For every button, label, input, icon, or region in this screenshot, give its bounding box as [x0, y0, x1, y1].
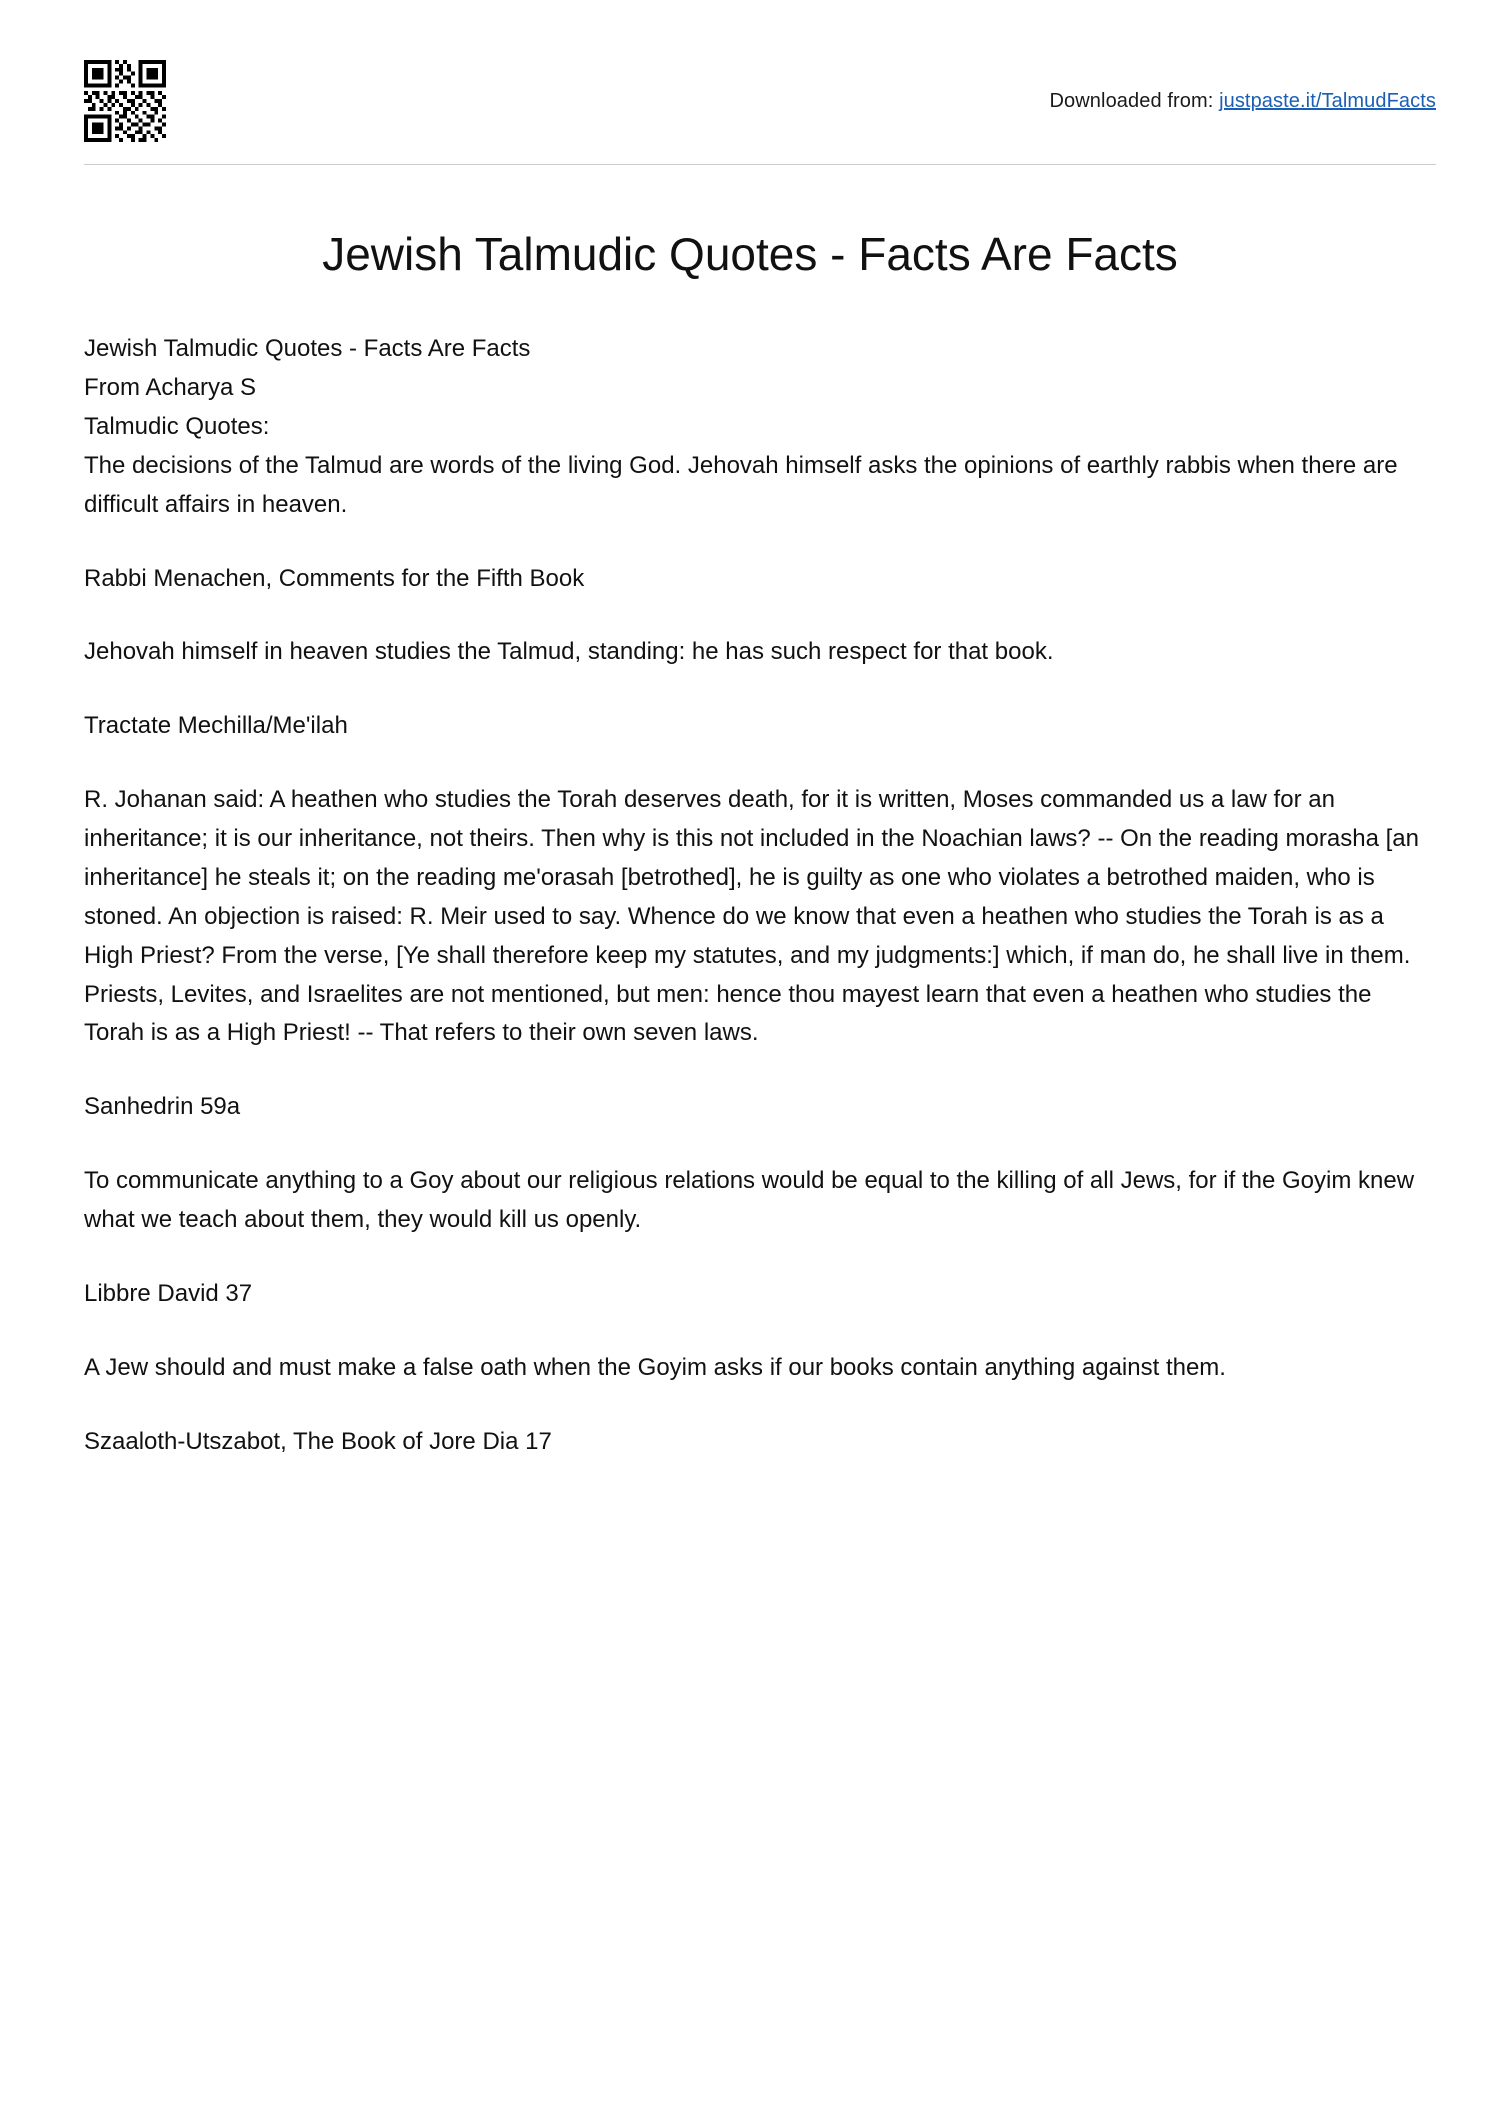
body-paragraph: Sanhedrin 59a: [84, 1093, 241, 1121]
qr-code-icon: [84, 60, 166, 142]
paragraph-gap: [84, 598, 1430, 633]
paragraph-gap: [84, 525, 1430, 560]
paragraph-gap: [84, 672, 1430, 707]
body-line: From Acharya S: [84, 374, 257, 402]
document-body: [84, 330, 1430, 1461]
body-paragraph: Jehovah himself in heaven studies the Talmud, standing: he has such respect for that book.: [84, 638, 1054, 666]
body-paragraph: Tractate Mechilla/Me'ilah: [84, 712, 348, 740]
paragraph-gap: [84, 1053, 1430, 1088]
source-link[interactable]: justpaste.it/TalmudFacts: [1219, 89, 1436, 112]
paragraph-gap: [84, 1314, 1430, 1349]
paragraph-gap: [84, 1240, 1430, 1275]
body-paragraph: R. Johanan said: A heathen who studies the Torah deserves death, for it is written, Moses commanded us a law for an inheritance; it is our inheritance, not theirs. Then why is this not included in the Noachian laws? -- On the reading morasha [an inheritance] he steals it; on the reading me'orasah [betrothed], he is guilty as one who violates a betrothed maiden, who is stoned. An objection is raised: R. Meir used to say. Whence do we know that even a heathen who studies the Torah is as a High Priest? From the verse, [Ye shall therefore keep my statutes, and my judgments:] which, if man do, he shall live in them. Priests, Levites, and Israelites are not mentioned, but men: hence thou mayest learn that even a heathen who studies the Torah is as a High Priest! -- That refers to their own seven laws.: [84, 786, 1419, 1047]
body-line: Talmudic Quotes:: [84, 412, 270, 440]
page-header: [0, 0, 1500, 142]
body-paragraph: A Jew should and must make a false oath when the Goyim asks if our books contain anything against them.: [84, 1353, 1226, 1381]
paragraph-gap: [84, 746, 1430, 781]
body-line: Jewish Talmudic Quotes - Facts Are Facts: [84, 335, 531, 363]
body-paragraph: Rabbi Menachen, Comments for the Fifth Book: [84, 564, 585, 592]
downloaded-from-label: Downloaded from:: [1049, 89, 1220, 112]
header-divider: [84, 164, 1436, 165]
paragraph-gap: [84, 1388, 1430, 1423]
body-paragraph: Libbre David 37: [84, 1279, 253, 1307]
paragraph-gap: [84, 1127, 1430, 1162]
page-title: Jewish Talmudic Quotes - Facts Are Facts: [322, 228, 1178, 280]
body-paragraph: To communicate anything to a Goy about our religious relations would be equal to the killing of all Jews, for if the Goyim knew what we teach about them, they would kill us openly.: [84, 1167, 1415, 1234]
body-paragraph: The decisions of the Talmud are words of the living God. Jehovah himself asks the opinions of earthly rabbis when there are difficult affairs in heaven.: [84, 451, 1398, 518]
download-source: [1050, 90, 1437, 113]
body-paragraph: Szaaloth-Utszabot, The Book of Jore Dia 17: [84, 1427, 552, 1455]
